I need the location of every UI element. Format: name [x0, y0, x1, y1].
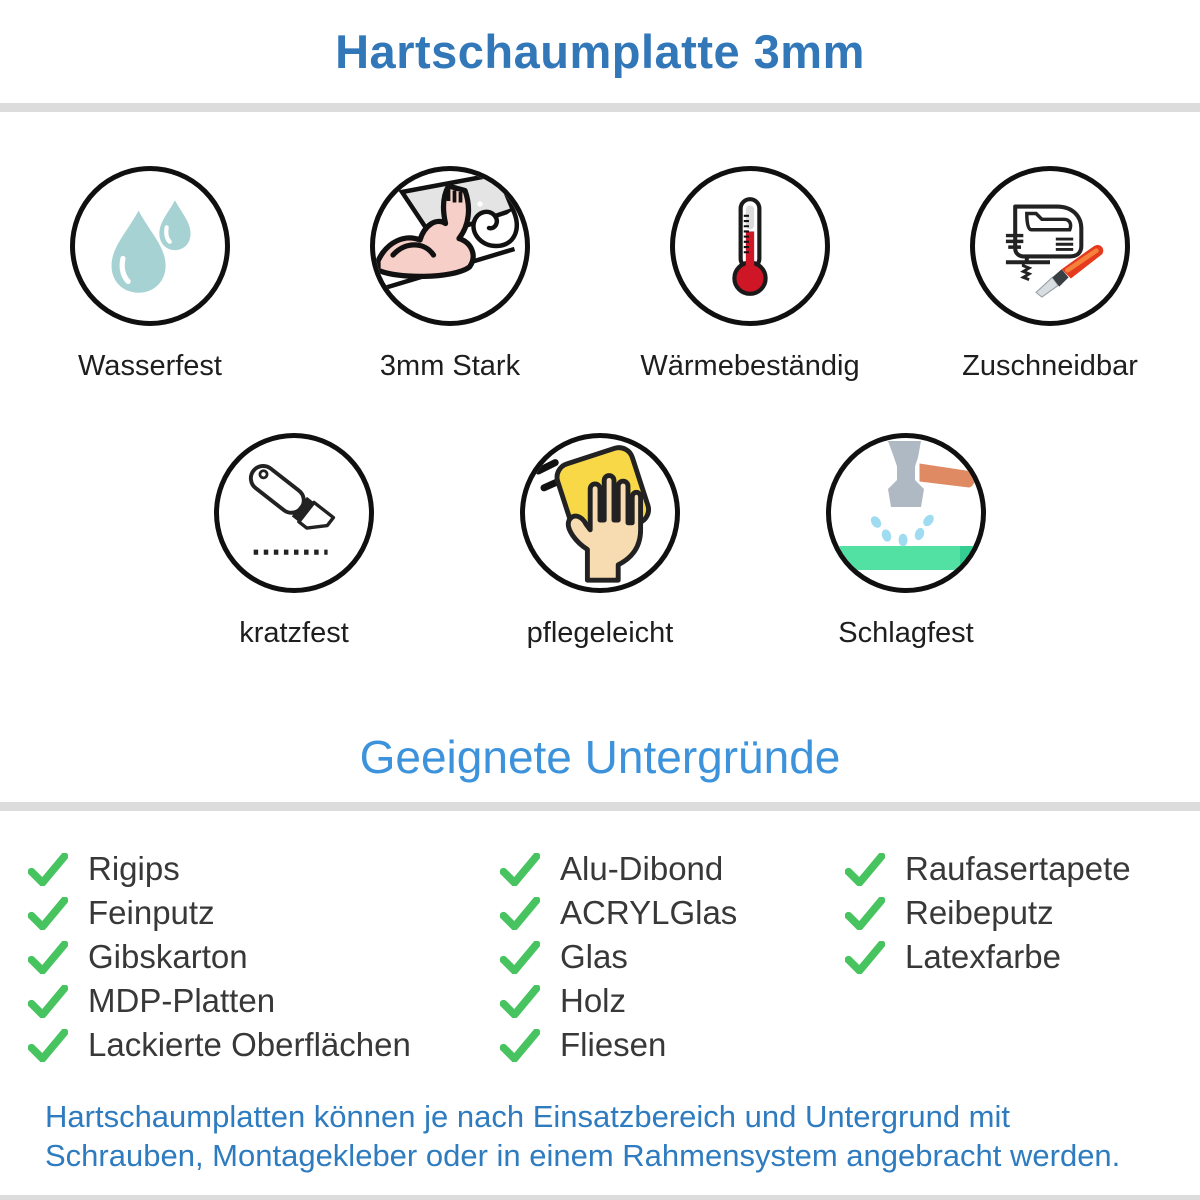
list-item [500, 847, 845, 891]
hammer-icon [831, 438, 981, 588]
icon-circle [70, 166, 230, 326]
green-check-icon [845, 897, 885, 930]
feature-scratch-resistant [144, 433, 444, 650]
mounting-note-line1: Hartschaumplatten können je nach Einsatzbereich und Untergrund mit [45, 1099, 1010, 1134]
water-drops-icon [98, 194, 202, 298]
substrate-column-2 [500, 847, 845, 1067]
list-item-label: Latexfarbe [905, 938, 1061, 975]
list-item-label: Rigips [88, 850, 180, 887]
list-item [500, 979, 845, 1023]
icon-circle [370, 166, 530, 326]
divider-top [0, 103, 1200, 112]
green-check-icon [28, 897, 68, 930]
wiping-hand-icon [530, 443, 670, 583]
list-item-label: Feinputz [88, 894, 215, 931]
list-item [28, 847, 500, 891]
substrate-checklist [0, 847, 1200, 1067]
feature-row-2 [0, 433, 1200, 650]
green-check-icon [500, 985, 540, 1018]
icon-circle [970, 166, 1130, 326]
list-item-label: Lackierte Oberflächen [88, 1026, 411, 1063]
list-item [500, 1023, 845, 1067]
list-item-label: ACRYLGlas [560, 894, 738, 931]
green-check-icon [28, 1029, 68, 1062]
list-item [845, 891, 1200, 935]
list-item-label: Reibeputz [905, 894, 1054, 931]
list-item-label: Gibskarton [88, 938, 248, 975]
list-item-label: Raufasertapete [905, 850, 1131, 887]
feature-row-1 [0, 166, 1200, 383]
green-check-icon [500, 1029, 540, 1062]
substrate-column-1 [28, 847, 500, 1067]
list-item-label: Fliesen [560, 1026, 667, 1063]
list-item [500, 935, 845, 979]
list-item [500, 891, 845, 935]
feature-impact-resistant [756, 433, 1056, 650]
page-title: Hartschaumplatte 3mm [335, 25, 865, 78]
feature-heat-resistant [600, 166, 900, 383]
icon-circle [670, 166, 830, 326]
list-item [28, 979, 500, 1023]
list-item [845, 935, 1200, 979]
divider-middle [0, 802, 1200, 811]
green-check-icon [500, 853, 540, 886]
list-item [28, 935, 500, 979]
substrate-column-3 [845, 847, 1200, 1067]
feature-label: pflegeleicht [526, 617, 674, 649]
list-item-label: Holz [560, 982, 627, 1019]
list-item [28, 1023, 500, 1067]
icon-circle [520, 433, 680, 593]
feature-label: Wasserfest [78, 350, 222, 382]
feature-easy-care [450, 433, 750, 650]
green-check-icon [845, 853, 885, 886]
feature-label: Schlagfest [838, 617, 974, 649]
muscle-arm-icon [375, 171, 525, 321]
green-check-icon [500, 941, 540, 974]
icon-circle [214, 433, 374, 593]
green-check-icon [28, 941, 68, 974]
green-check-icon [28, 853, 68, 886]
list-item [28, 891, 500, 935]
green-check-icon [845, 941, 885, 974]
list-item [845, 847, 1200, 891]
feature-label: kratzfest [239, 617, 349, 649]
feature-label: Zuschneidbar [962, 350, 1138, 382]
feature-waterproof [0, 166, 300, 383]
mounting-note-line2: Schrauben, Montagekleber oder in einem Rahmensystem angebracht werden. [45, 1138, 1121, 1173]
feature-label: Wärmebeständig [640, 350, 860, 382]
jigsaw-cutter-icon [992, 188, 1108, 304]
icon-circle [826, 433, 986, 593]
list-item-label: Glas [560, 938, 628, 975]
feature-3mm-strong [300, 166, 600, 383]
section-heading-substrates: Geeignete Untergründe [359, 731, 841, 783]
mounting-note [0, 1097, 1200, 1175]
green-check-icon [500, 897, 540, 930]
utility-knife-icon [238, 457, 350, 569]
green-check-icon [28, 985, 68, 1018]
feature-label: 3mm Stark [379, 350, 521, 382]
feature-cuttable [900, 166, 1200, 383]
list-item-label: MDP-Platten [88, 982, 276, 1019]
list-item-label: Alu-Dibond [560, 850, 724, 887]
thermometer-icon [698, 194, 802, 298]
divider-bottom [0, 1195, 1200, 1200]
